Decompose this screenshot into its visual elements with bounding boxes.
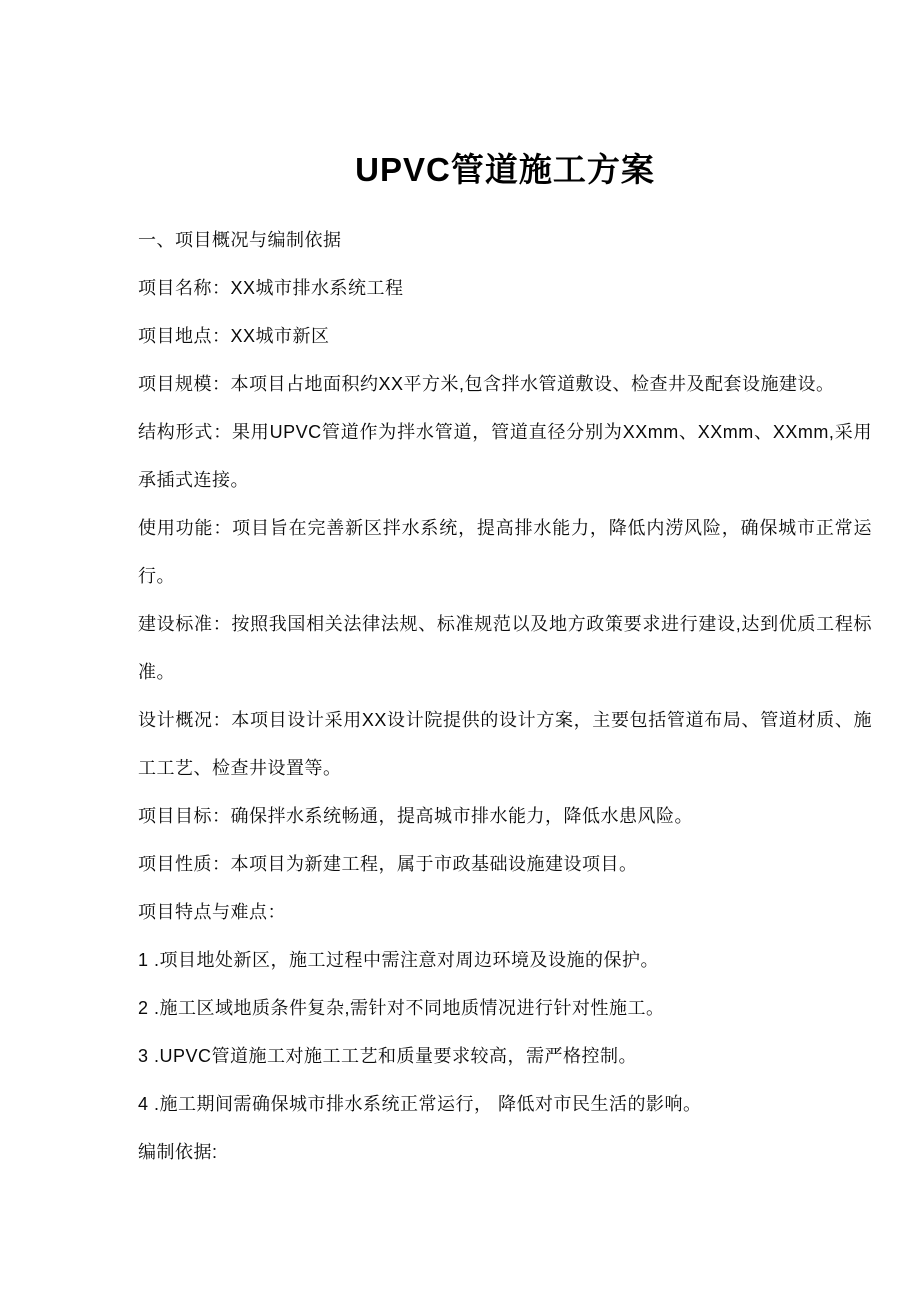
list-item-3: 3 .UPVC管道施工对施工工艺和质量要求较高，需严格控制。 [138,1046,638,1066]
paragraph-basis-heading: 编制依据: [138,1142,218,1162]
document-title: UPVC管道施工方案 [355,151,655,188]
paragraph-usage-function: 使用功能：项目旨在完善新区拌水系统，提高排水能力，降低内涝风险，确保城市正常运行。 [138,518,872,586]
paragraph-structure-form: 结构形式：果用UPVC管道作为拌水管道，管道直径分别为XXmm、XXmm、XXmm,采用承插式连接。 [138,422,872,490]
section-heading: 一、项目概况与编制依据 [138,230,342,250]
paragraph-project-name: 项目名称：XX城市排水系统工程 [138,278,404,298]
list-item-1: 1 .项目地处新区，施工过程中需注意对周边环境及设施的保护。 [138,950,660,970]
paragraph-design-overview: 设计概况：本项目设计采用XX设计院提供的设计方案，主要包括管道布局、管道材质、施工工艺、检查井设置等。 [138,710,872,778]
paragraph-project-location: 项目地点：XX城市新区 [138,326,330,346]
paragraph-construction-standard: 建设标准：按照我国相关法律法规、标准规范以及地方政策要求进行建设,达到优质工程标准。 [138,614,872,682]
paragraph-project-scale: 项目规模：本项目占地面积约XX平方米,包含拌水管道敷设、检查井及配套设施建设。 [138,374,835,394]
list-item-4: 4 .施工期间需确保城市排水系统正常运行， 降低对市民生活的影响。 [138,1094,702,1114]
list-item-2: 2 .施工区域地质条件复杂,需针对不同地质情况进行针对性施工。 [138,998,665,1018]
paragraph-project-goal: 项目目标：确保拌水系统畅通，提高城市排水能力，降低水患风险。 [138,806,693,826]
paragraph-features-heading: 项目特点与难点： [138,902,286,922]
paragraph-project-nature: 项目性质：本项目为新建工程，属于市政基础设施建设项目。 [138,854,638,874]
